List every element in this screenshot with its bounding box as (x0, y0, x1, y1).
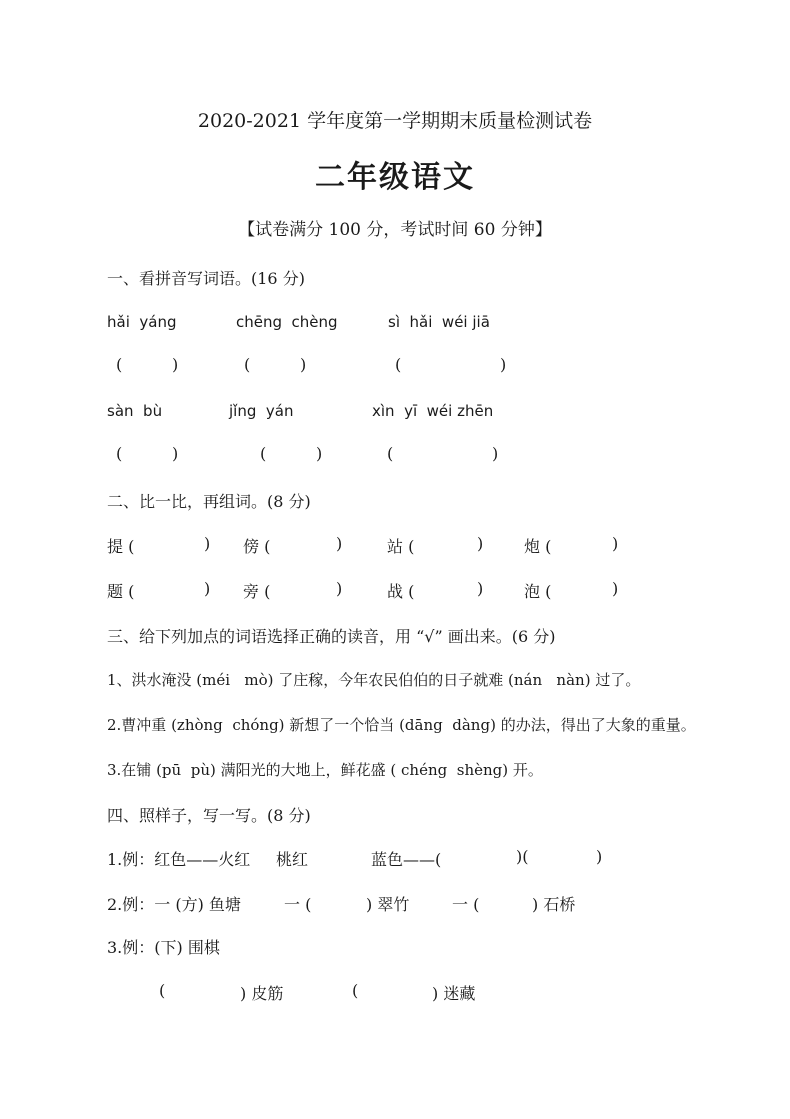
section3-heading: 三、给下列加点的词语选择正确的读音，用 “√” 画出来。(6 分) (107, 627, 556, 646)
char-close: ) (612, 534, 619, 553)
answer-close: ) (300, 355, 307, 374)
pinyin-1: hǎi yáng (107, 313, 177, 331)
char-item: 站 ( (387, 537, 415, 556)
answer-open: ( (244, 355, 251, 374)
char-close: ) (204, 534, 211, 553)
answer-close: ) (172, 355, 179, 374)
pinyin-4: sàn bù (107, 402, 163, 420)
pinyin-6: xìn yī wéi zhēn (372, 402, 494, 420)
answer-close: ) (316, 444, 323, 463)
answer-close: ) (172, 444, 179, 463)
exam-title: 2020-2021 学年度第一学期期末质量检测试卷 (197, 110, 593, 132)
question-item: 2.曹冲重 (zhòng chóng) 新想了一个恰当 (dāng dàng) 的办法，得出了大象的重量。 (107, 716, 696, 734)
char-item: 题 ( (107, 582, 135, 601)
section2-heading: 二、比一比，再组词。(8 分) (107, 492, 311, 511)
subject-title: 二年级语文 (315, 160, 475, 195)
char-close: ) (477, 579, 484, 598)
char-item: 提 ( (107, 537, 135, 556)
exam-info: 【试卷满分 100 分，考试时间 60 分钟】 (238, 220, 552, 240)
char-item: 炮 ( (524, 537, 552, 556)
question-item: 3.在铺 (pū pù) 满阳光的大地上，鲜花盛 ( chéng shèng) 开。 (107, 761, 543, 779)
char-item: 战 ( (387, 582, 415, 601)
char-close: ) (477, 534, 484, 553)
char-close: ) (336, 534, 343, 553)
pinyin-5: jǐng yán (229, 402, 294, 420)
char-item: 旁 ( (243, 582, 271, 601)
question-item: 1、洪水淹没 (méi mò) 了庄稼，今年农民伯伯的日子就难 (nán nàn) 过了。 (107, 671, 641, 689)
answer-close: ) (492, 444, 499, 463)
example-blank: 蓝色——( (371, 850, 442, 869)
char-item: 泡 ( (524, 582, 552, 601)
char-close: ) (336, 579, 343, 598)
example-blank: ) 皮筋 (240, 984, 284, 1003)
example-blank: ) 迷藏 (432, 984, 476, 1003)
pinyin-3: sì hǎi wéi jiā (388, 313, 490, 331)
section1-heading: 一、看拼音写词语。(16 分) (107, 269, 305, 288)
example-text: 2.例：一 (方) 鱼塘 (107, 895, 241, 914)
section4-heading: 四、照样子，写一写。(8 分) (107, 806, 311, 825)
example-blank: ( (352, 981, 359, 1000)
example-blank: ) 石桥 (532, 895, 576, 914)
char-item: 傍 ( (243, 537, 271, 556)
answer-close: ) (500, 355, 507, 374)
example-blank: ) (596, 847, 603, 866)
example-blank: ( (159, 981, 166, 1000)
example-text: 1.例：红色——火红 (107, 850, 251, 869)
answer-open: ( (387, 444, 394, 463)
example-blank: 一 ( (452, 895, 480, 914)
char-close: ) (612, 579, 619, 598)
answer-open: ( (116, 444, 123, 463)
answer-open: ( (116, 355, 123, 374)
answer-open: ( (395, 355, 402, 374)
example-text: 3.例：(下) 围棋 (107, 938, 220, 957)
answer-open: ( (260, 444, 267, 463)
example-blank: 一 ( (284, 895, 312, 914)
example-blank: )( (516, 847, 529, 866)
char-close: ) (204, 579, 211, 598)
example-blank: ) 翠竹 (366, 895, 410, 914)
example-word: 桃红 (276, 850, 309, 869)
pinyin-2: chēng chèng (236, 313, 338, 331)
